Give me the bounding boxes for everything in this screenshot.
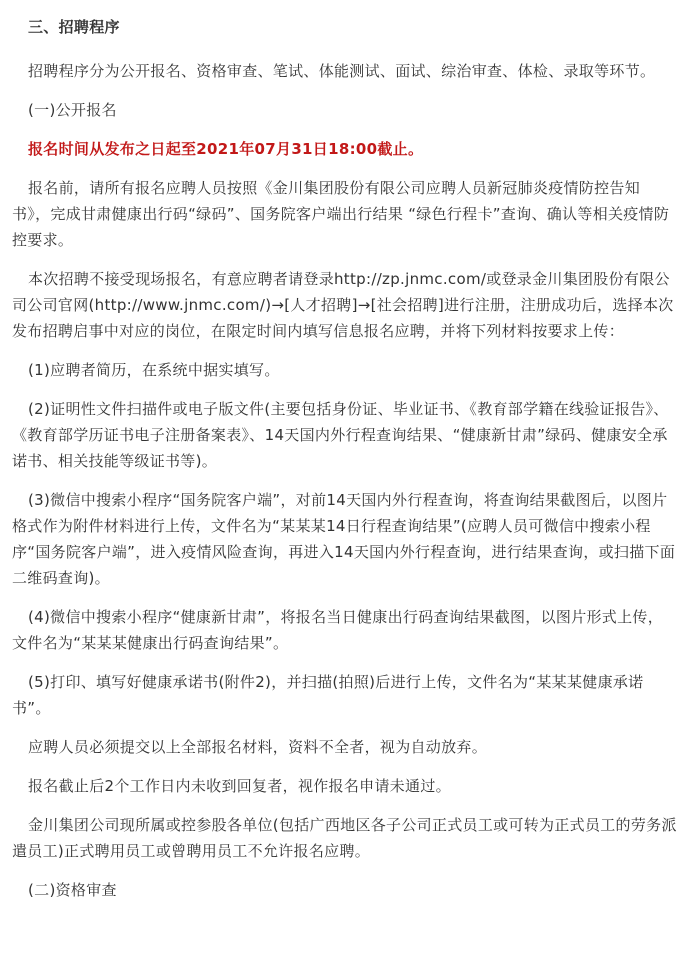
online-registration-paragraph: 本次招聘不接受现场报名，有意应聘者请登录http://zp.jnmc.com/或登录金川集团股份有限公司公司官网(http://www.jnmc.com/)→[人才招聘]→[社会招聘]进行注册，注册成功后，选择本次发布招聘启事中对应的岗位，在限定时间内填写信息报名应聘，并将下列材料按要求上传： — [12, 270, 674, 340]
deadline-notice: 报名时间从发布之日起至2021年07月31日18:00截止。 — [28, 140, 424, 158]
intro-paragraph: 招聘程序分为公开报名、资格审查、笔试、体能测试、面试、综治审查、体检、录取等环节。 — [28, 62, 656, 80]
note-employee-restriction: 金川集团公司现所属或控参股各单位(包括广西地区各子公司正式员工或可转为正式员工的劳务派遣员工)正式聘用员工或曾聘用员工不允许报名应聘。 — [12, 816, 677, 860]
subsection-heading-public-registration: (一)公开报名 — [28, 101, 117, 119]
list-item-travel-record: (3)微信中搜索小程序“国务院客户端”，对前14天国内外行程查询，将查询结果截图后，以图片格式作为附件材料进行上传，文件名为“某某某14日行程查询结果”(应聘人员可微信中搜索小程序“国务院客户端”，进入疫情风险查询，再进入14天国内外行程查询，进行结果查询，或扫描下面二维码查询)。 — [12, 491, 676, 587]
subsection-heading-qualification-review: (二)资格审查 — [28, 881, 117, 899]
note-no-reply: 报名截止后2个工作日内未收到回复者，视作报名申请未通过。 — [28, 777, 451, 795]
list-item-documents: (2)证明性文件扫描件或电子版文件(主要包括身份证、毕业证书、《教育部学籍在线验证报告》、《教育部学历证书电子注册备案表》、14天国内外行程查询结果、“健康新甘肃”绿码、健康安全承诺书、相关技能等级证书等)。 — [12, 400, 669, 470]
list-item-health-pledge: (5)打印、填写好健康承诺书(附件2)，并扫描(拍照)后进行上传，文件名为“某某某健康承诺书”。 — [12, 673, 644, 717]
list-item-health-code: (4)微信中搜索小程序“健康新甘肃”，将报名当日健康出行码查询结果截图，以图片形式上传，文件名为“某某某健康出行码查询结果”。 — [12, 608, 663, 652]
list-item-resume: (1)应聘者简历，在系统中据实填写。 — [28, 361, 280, 379]
note-complete-materials: 应聘人员必须提交以上全部报名材料，资料不全者，视为自动放弃。 — [28, 738, 488, 756]
pre-registration-paragraph: 报名前，请所有报名应聘人员按照《金川集团股份有限公司应聘人员新冠肺炎疫情防控告知书》，完成甘肃健康出行码“绿码”、国务院客户端出行结果 “绿色行程卡”查询、确认等相关疫情防控要求。 — [12, 179, 670, 249]
section-heading: 三、招聘程序 — [28, 18, 120, 36]
